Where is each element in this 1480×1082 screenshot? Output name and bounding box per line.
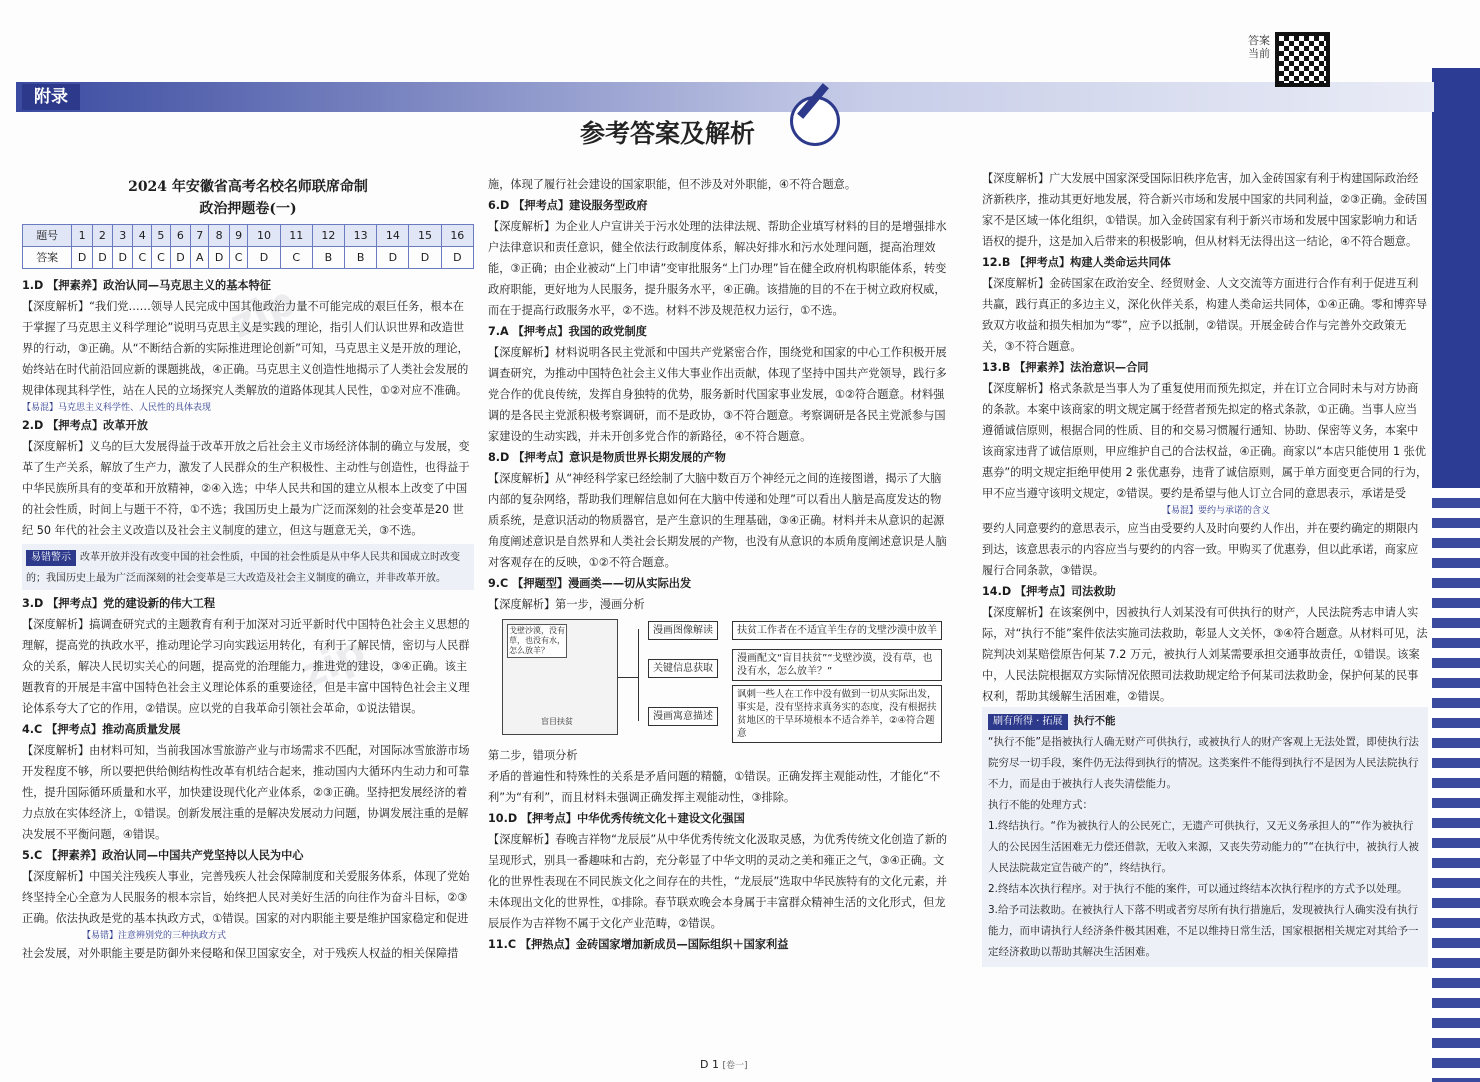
q6-heading: 6.D 【押考点】建设服务型政府 <box>488 199 648 212</box>
q-number: 5 <box>152 225 171 247</box>
answer-table-number-row <box>23 225 474 247</box>
q-number: 2 <box>92 225 112 247</box>
q-number: 13 <box>345 225 377 247</box>
answer-cell: A <box>191 247 209 269</box>
q-number: 11 <box>280 225 312 247</box>
q11-heading: 11.C 【押热点】金砖国家增加新成员—国际组织＋国家利益 <box>488 938 789 951</box>
q7-heading: 7.A 【押考点】我国的政党制度 <box>488 325 647 338</box>
q4-heading: 4.C 【押考点】推动高质量发展 <box>22 723 181 736</box>
answer-cell: C <box>280 247 312 269</box>
q1-note: 【易混】马克思主义科学性、人民性的具体表现 <box>22 403 212 413</box>
warning-text: 改革开放并没有改变中国的社会性质，中国的社会性质是从中华人民共和国成立时改变的；我国历史上最为广泛而深刻的社会变革是三大改造及社会主义制度的确立，并非改革开放。 <box>26 552 460 584</box>
extension-para: 执行不能的处理方式： <box>988 799 1093 811</box>
diagram-text-2: 漫画配文“盲目扶贫”“戈壁沙漠，没有草，也没有水，怎么放羊？” <box>732 649 942 681</box>
q11-analysis: 【深度解析】广大发展中国家深受国际旧秩序危害，加入金砖国家有利于构建国际政治经济新秩序，推动其更好地发展，符合新兴市场和发展中国家的共同利益，②③正确。金砖国家不是区域一体化组织，①错误。加入金砖国家有利于新兴市场和发展中国家影响力和话语权的提升，这是加入后带来的积极影响，但从材料无法得出这一结论，④不符合题意。 <box>982 172 1428 248</box>
extension-title: 执行不能 <box>1073 715 1116 727</box>
answer-cell: D <box>441 247 473 269</box>
cartoon-caption: 盲目扶贫 <box>541 717 573 726</box>
header-banner <box>16 82 1434 112</box>
q5-analysis: 【深度解析】中国关注残疾人事业，完善残疾人社会保障制度和关爱服务体系，体现了党始终坚持全心全意为人民服务的根本宗旨，始终把人民对美好生活的向往作为奋斗目标，②③正确。依法执政是党的基本执政方式，①错误。国家的对内职能主要是维护国家稳定和促进 <box>22 870 470 925</box>
answer-cell: D <box>209 247 229 269</box>
q9-step2: 第二步，错项分析 <box>488 749 578 762</box>
q-number: 3 <box>113 225 133 247</box>
answer-cell: D <box>377 247 409 269</box>
cartoon-bubble: 戈壁沙漠，没有草，也没有水，怎么放羊？ <box>507 624 567 658</box>
watermark: zip <box>293 628 373 698</box>
answer-cell: B <box>345 247 377 269</box>
q12-analysis: 【深度解析】金砖国家在政治安全、经贸财金、人文交流等方面进行合作有利于促进互利共赢，践行真正的多边主义，深化伙伴关系，构建人类命运共同体，①④正确。零和博弈导致双方收益和损失相加为“零”，应予以抵制，②错误。开展金砖合作与完善外交政策无关，③不符合题意。 <box>982 277 1428 353</box>
q-number: 14 <box>377 225 409 247</box>
q5-note: 【易错】注意辨别党的三种执政方式 <box>82 931 227 941</box>
q-number: 7 <box>191 225 209 247</box>
cartoon-diagram <box>488 619 948 741</box>
q9-analysis: 矛盾的普遍性和特殊性的关系是矛盾问题的精髓，①错误。正确发挥主观能动性，才能化“不利”为“有利”，而且材料未强调正确发挥主观能动性，③排除。 <box>488 770 941 804</box>
q-number: 16 <box>441 225 473 247</box>
q-number: 1 <box>72 225 92 247</box>
q2-warning-box <box>22 544 474 590</box>
q8-analysis: 【深度解析】从“神经科学家已经绘制了大脑中数百万个神经元之间的连接图谱，揭示了大脑内部的复杂网络，帮助我们理解信息如何在大脑中传递和处理”可以看出人脑是高度发达的物质系统，是意识活动的物质器官，是产生意识的生理基础，③④正确。材料并未从意识的起源角度阐述意识是自然界和人类社会长期发展的产物，也没有从意识的本质角度阐述意识是人脑对客观存在的反映，①②不符合题意。 <box>488 472 947 569</box>
q6-analysis: 【深度解析】为企业人户宣讲关于污水处理的法律法规、帮助企业填写材料的目的是增强排水户法律意识和责任意识，健全依法行政制度体系，解决好排水和污水处理问题，提高治理效能，③正确；由企业被动“上门申请”变审批服务“上门办理”旨在健全政府机构职能体系，转变政府职能，更好地为人民服务，提升服务水平，④正确。该措施的目的不在于树立政府权威，而在于提高行政服务水平，②不选。材料不涉及规范权力运行，①不选。 <box>488 220 947 317</box>
q-number: 8 <box>209 225 229 247</box>
appendix-badge: 附录 <box>22 84 80 110</box>
diagram-text-3: 讽刺一些人在工作中没有做到一切从实际出发，事实是，没有坚持求真务实的态度，没有根据扶贫地区的干旱环境根本不适合养羊，②④符合题意 <box>732 685 942 743</box>
q13-heading: 13.B 【押素养】法治意识—合同 <box>982 361 1149 374</box>
q-number: 4 <box>133 225 152 247</box>
extension-box <box>982 707 1428 967</box>
cartoon-image <box>502 619 618 735</box>
q2-heading: 2.D 【押考点】改革开放 <box>22 419 148 432</box>
q13-analysis-cont: 要约人同意要约的意思表示，应当由受要约人及时向要约人作出，并在要约确定的期限内到达，该意思表示的内容应当与要约的内容一致。甲购买了优惠券，但以此承诺，商家应履行合同条款，③错误。 <box>982 522 1419 577</box>
answer-table-answer-row <box>23 247 474 269</box>
extension-label: 刷有所得 · 拓展 <box>988 714 1068 730</box>
q9-step1: 【深度解析】第一步，漫画分析 <box>488 598 645 611</box>
answer-cell: D <box>92 247 112 269</box>
column-middle <box>488 174 948 955</box>
q12-heading: 12.B 【押考点】构建人类命运共同体 <box>982 256 1171 269</box>
diagram-text-1: 扶贫工作者在不适宜羊生存的戈壁沙漠中放羊 <box>732 621 942 640</box>
q9-heading: 9.C 【押题型】漫画类——切从实际出发 <box>488 577 692 590</box>
answer-cell: D <box>170 247 190 269</box>
diagram-label-1: 漫画图像解读 <box>648 621 718 640</box>
connector <box>618 677 638 678</box>
q-number: 12 <box>312 225 344 247</box>
answer-cell: B <box>312 247 344 269</box>
q-number: 10 <box>248 225 280 247</box>
diagram-label-3: 漫画寓意描述 <box>648 707 718 726</box>
q1-heading: 1.D 【押素养】政治认同—马克思主义的基本特征 <box>22 279 271 292</box>
q7-analysis: 【深度解析】材料说明各民主党派和中国共产党紧密合作，围绕党和国家的中心工作积极开展调查研究，为推动中国特色社会主义伟大事业作出贡献，体现了坚持中国共产党领导，践行多党合作的优良传统，发挥自身独特的优势，服务新时代国家事业发展，①②符合题意。材料强调的是各民主党派积极考察调研，而不是政协，③不符合题意。考察调研是各民主党派参与国家建设的生动实践，并未开创多党合作的新路径，④不符合题意。 <box>488 346 947 443</box>
q14-heading: 14.D 【押考点】司法救助 <box>982 585 1116 598</box>
pen-emblem-icon <box>790 96 840 146</box>
q2-analysis: 【深度解析】义乌的巨大发展得益于改革开放之后社会主义市场经济体制的确立与发展，变革了生产关系，解放了生产力，激发了人民群众的生产积极性、主动性与创造性，也得益于中华民族所具有的变革和开放精神，②④入选；中华人民共和国的建立从根本上改变了中国的社会性质，时间上与题干不符，①不选；我国历史上最为广泛而深刻的社会变革是20 世纪 50 年代的社会主义改造以及社会主义制度的建立，但这与题意无关，③不选。 <box>22 440 470 537</box>
answer-cell: C <box>152 247 171 269</box>
q13-analysis: 【深度解析】格式条款是当事人为了重复使用而预先拟定，并在订立合同时未与对方协商的条款。本案中该商家的明文规定属于经营者预先拟定的格式条款，①正确。当事人应当遵循诚信原则，根据合同的性质、目的和交易习惯履行通知、协助、保密等义务，本案中该商家违背了诚信原则，甲应维护自己的合法权益，④正确。商家以“本店只能使用 1 张优惠券”的明文规定拒绝甲使用 2 张优惠券，违背了诚信原则，属于单方面变更合同的行为，甲不应当遵守该明文规定，②错误。要约是希望与他人订立合同的意思表示，承诺是受 <box>982 382 1428 500</box>
extension-para: 3.给予司法救助。在被执行人下落不明或者穷尽所有执行措施后，发现被执行人确实没有执行能力，而申请执行人经济条件极其困难，不足以维持日常生活，国家根据相关规定对其给予一定经济救助以帮助其解决生活困难。 <box>988 904 1419 958</box>
q4-analysis: 【深度解析】由材料可知，当前我国冰雪旅游产业与市场需求不匹配，对国际冰雪旅游市场开发程度不够，所以要把供给侧结构性改革有机结合起来，推动国内大循环内生动力和可靠性，提升国际循环质量和水平，加快建设现代化产业体系，②③正确。坚持把发展经济的着力点放在实体经济上，①错误。创新发展注重的是解决发展动力问题，协调发展注重的是解决发展不平衡问题，④错误。 <box>22 744 470 841</box>
diagram-label-2: 关键信息获取 <box>648 659 718 678</box>
q5-analysis-end: 施，体现了履行社会建设的国家职能，但不涉及对外职能，④不符合题意。 <box>488 178 857 191</box>
right-edge-band <box>1432 68 1480 488</box>
q3-analysis: 【深度解析】搞调查研究式的主题教育有利于加深对习近平新时代中国特色社会主义思想的理解，提高党的执政水平，推动理论学习向实践运用转化，有利于了解民情，密切与人民群众的关系，解决人民切实关心的问题，提高党的治理能力，推进党的建设，③④正确。该主题教育的开展是丰富中国特色社会主义理论体系的重要途径，但是丰富中国特色社会主义理论体系夸大了它的作用，②错误。应以党的自我革命引领社会革命，①说法错误。 <box>22 618 470 715</box>
page-number: D 1 <box>700 1058 719 1071</box>
answer-table <box>22 224 474 269</box>
q5-heading: 5.C 【押素养】政治认同—中国共产党坚持以人民为中心 <box>22 849 304 862</box>
page-footer <box>700 1058 748 1071</box>
q-number: 15 <box>409 225 441 247</box>
q-number: 6 <box>170 225 190 247</box>
answer-cell: C <box>229 247 248 269</box>
q10-analysis: 【深度解析】春晚吉祥物“龙辰辰”从中华优秀传统文化汲取灵感，为优秀传统文化创造了新的呈现形式，别具一番趣味和古韵，充分彰显了中华文明的灵动之美和雍正之气，③④正确。文化的世界性表现在不同民族文化之间存在的共性，“龙辰辰”选取中华民族特有的文化元素，并未体现出文化的世界性，①排除。春节联欢晚会本身属于丰富群众精神生活的文化形式，但龙辰辰作为吉祥物不属于文化产业范畴，②错误。 <box>488 833 948 930</box>
qr-code-icon[interactable] <box>1275 32 1330 87</box>
row-label: 题号 <box>23 225 72 247</box>
connector <box>638 629 639 721</box>
warning-label: 易错警示 <box>26 550 76 566</box>
watermark: zip <box>223 278 303 348</box>
q13-note: 【易混】要约与承诺的含义 <box>1162 506 1271 516</box>
column-right <box>982 168 1428 967</box>
q10-heading: 10.D 【押考点】中华优秀传统文化＋建设文化强国 <box>488 812 745 825</box>
answer-cell: D <box>72 247 92 269</box>
answer-cell: D <box>248 247 280 269</box>
q1-analysis: 【深度解析】“我们党……领导人民完成中国其他政治力量不可能完成的艰巨任务，根本在于掌握了马克思主义科学理论”说明马克思主义是实践的理论，指引人们认识世界和改造世界的行动，③正确。从“不断结合新的实际推进理论创新”可知，马克思主义是开放的理论，始终站在时代前沿回应新的课题挑战，④正确。马克思主义创造性地揭示了人类社会发展的规律体现其科学性，站在人民的立场探究人类解放的道路体现其人民性，①②对应不准确。 <box>22 300 469 397</box>
paper-title-line2: 政治押题卷(一) <box>199 201 297 217</box>
extension-para: 2.终结本次执行程序。对于执行不能的案件，可以通过终结本次执行程序的方式予以处理。 <box>988 883 1408 895</box>
q8-heading: 8.D 【押考点】意识是物质世界长期发展的产物 <box>488 451 726 464</box>
answer-cell: C <box>133 247 152 269</box>
row-label: 答案 <box>23 247 72 269</box>
q3-heading: 3.D 【押考点】党的建设新的伟大工程 <box>22 597 216 610</box>
paper-title-line1: 2024 年安徽省高考名校名师联席命制 <box>128 179 368 195</box>
extension-para: 1.终结执行。“作为被执行人的公民死亡，无遗产可供执行，又无义务承担人的”“作为被执行人的公民因生活困难无力偿还借款，无收入来源，又丧失劳动能力的”“在执行中，被执行人被人民法院裁定宣告破产的”，终结执行。 <box>988 820 1419 874</box>
q-number: 9 <box>229 225 248 247</box>
column-left <box>22 176 474 964</box>
extension-para: “执行不能”是指被执行人确无财产可供执行，或被执行人的财产客观上无法处置，即使执行法院穷尽一切手段，案件仍无法得到执行的情况。这类案件不能得到执行不是因为人民法院执行不力，而是由于被执行人丧失清偿能力。 <box>988 736 1419 790</box>
page-title: 参考答案及解析 <box>580 119 756 148</box>
page-sub: [卷一] <box>722 1061 748 1071</box>
qr-label: 答案当前 <box>1248 34 1270 60</box>
answer-cell: D <box>113 247 133 269</box>
q14-analysis: 【深度解析】在该案例中，因被执行人刘某没有可供执行的财产，人民法院秀志申请人实际，对“执行不能”案件依法实施司法救助，彰显人文关怀，③④符合题意。从材料可见，法院判决刘某赔偿原告何某 7.2 万元，被执行人刘某需要承担交通事故责任，①错误。该案中，人民法院根据双方实际情况依照司法救助规定给予何某司法救助金，保护何某的民事权利，帮助其缓解生活困难，②错误。 <box>982 606 1428 703</box>
answer-cell: D <box>409 247 441 269</box>
q5-analysis-tail: 社会发展，对外职能主要是防御外来侵略和保卫国家安全，对于残疾人权益的相关保障措 <box>22 947 459 960</box>
